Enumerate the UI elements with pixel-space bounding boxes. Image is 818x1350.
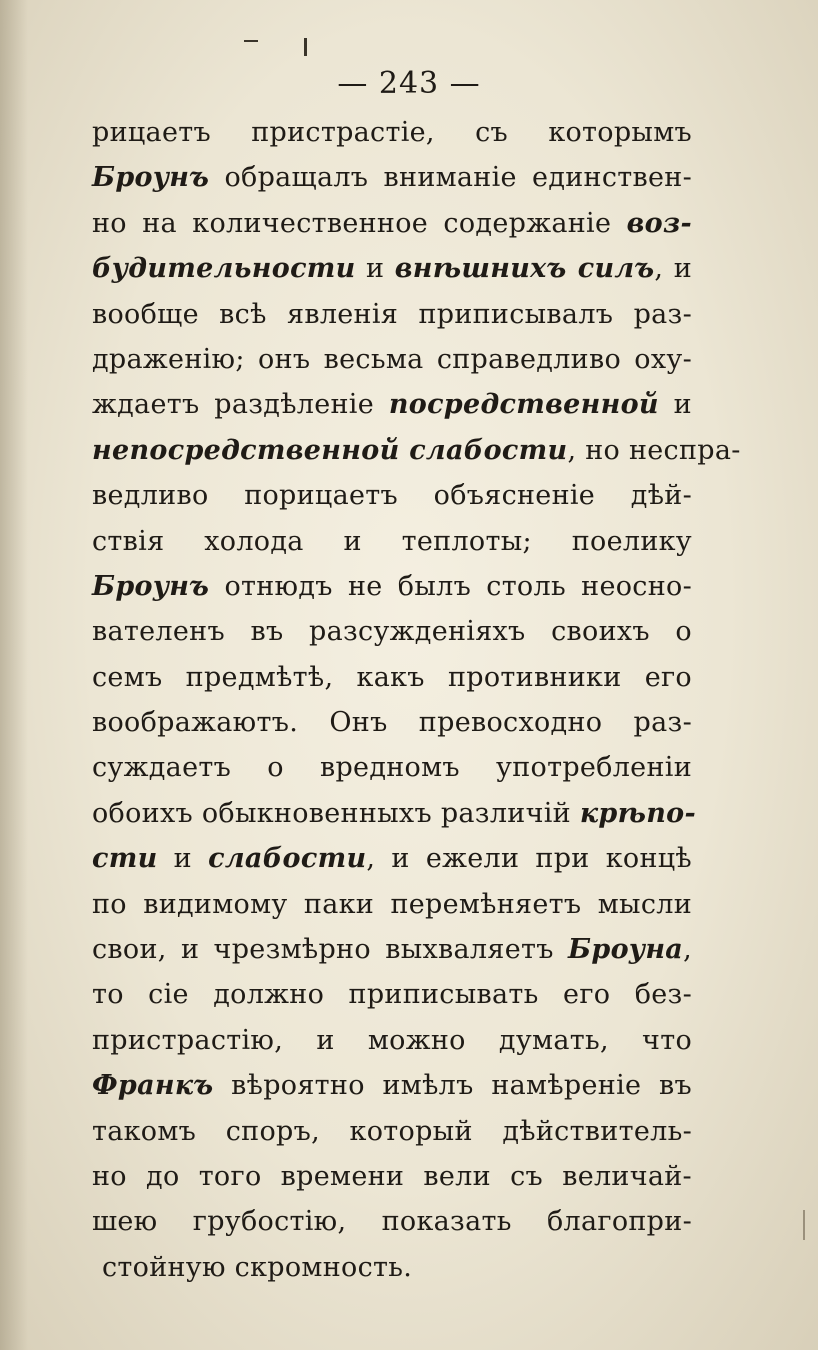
text-segment: суждаетъ о вредномъ употребленіи xyxy=(92,752,692,784)
text-segment: , и ежели при концѣ xyxy=(366,843,692,875)
text-segment: то сіе должно приписывать его без- xyxy=(92,979,692,1011)
text-line xyxy=(92,745,692,790)
italic-text-segment: будительности xyxy=(92,253,356,285)
text-segment: вателенъ въ разсужденіяхъ своихъ о xyxy=(92,616,692,648)
text-segment: рицаетъ пристрастіе, съ которымъ xyxy=(92,117,692,148)
text-segment: свои, и чрезмѣрно выхваляетъ xyxy=(92,934,569,966)
text-line xyxy=(92,836,692,881)
text-segment: и xyxy=(157,843,209,875)
text-segment: ствія холода и теплоты; поелику xyxy=(92,525,692,557)
text-line xyxy=(92,791,696,836)
text-segment: обоихъ обыкновенныхъ различій xyxy=(92,797,580,829)
text-line xyxy=(92,292,692,337)
italic-text-segment: Франкъ xyxy=(92,1070,214,1102)
text-segment: стойную скромность. xyxy=(102,1251,413,1283)
text-line xyxy=(92,700,692,745)
italic-text-segment: Броуна xyxy=(568,934,684,966)
italic-text-segment: посредственной xyxy=(388,389,659,421)
italic-text-segment: Броунъ xyxy=(92,570,210,602)
text-line xyxy=(92,428,741,473)
text-line xyxy=(92,1199,692,1244)
italic-text-segment: внѣшнихъ силъ xyxy=(394,253,655,285)
ink-mark xyxy=(803,1210,805,1240)
text-segment: семъ предмѣтѣ, какъ противники его xyxy=(92,661,692,693)
text-segment: шею грубостію, показать благопри- xyxy=(92,1206,692,1238)
text-segment: ведливо порицаетъ объясненіе дѣй- xyxy=(92,480,692,512)
text-line xyxy=(92,1018,692,1063)
text-line xyxy=(92,609,692,654)
text-line xyxy=(92,382,692,427)
text-segment: драженію; онъ весьма справедливо оху- xyxy=(92,343,692,375)
italic-text-segment: сти xyxy=(92,843,158,875)
text-line xyxy=(92,972,692,1017)
text-segment: пристрастію, и можно думать, что xyxy=(92,1024,692,1056)
italic-text-segment: крѣпо- xyxy=(579,797,696,829)
text-line xyxy=(92,655,692,700)
text-segment: ждаетъ раздѣленіе xyxy=(92,389,389,421)
ink-mark xyxy=(304,38,307,56)
text-segment: , но неспра- xyxy=(567,434,741,466)
text-segment: вообще всѣ явленія приписывалъ раз- xyxy=(92,298,692,330)
text-segment: обращалъ вниманіе единствен- xyxy=(209,162,692,194)
page-edge-shadow xyxy=(0,0,28,1350)
italic-text-segment: Броунъ xyxy=(92,162,210,194)
italic-text-segment: слабости xyxy=(208,843,367,875)
text-line xyxy=(92,473,692,518)
text-line xyxy=(92,155,692,200)
text-line xyxy=(92,1154,692,1199)
text-segment: воображаютъ. Онъ превосходно раз- xyxy=(92,707,692,739)
page-number: — 243 — xyxy=(337,66,481,101)
italic-text-segment: непосредственной слабости xyxy=(92,434,568,466)
text-line xyxy=(92,882,692,927)
text-segment: и xyxy=(355,253,395,285)
text-segment: по видимому паки перемѣняетъ мысли xyxy=(92,888,692,920)
text-line xyxy=(92,927,692,972)
text-segment: , xyxy=(683,934,692,966)
ink-mark xyxy=(244,40,258,42)
text-line xyxy=(92,1109,692,1154)
text-segment: и xyxy=(658,389,692,421)
text-segment: но на количественное содержаніе xyxy=(92,207,627,239)
text-segment: такомъ споръ, который дѣйствитель- xyxy=(92,1115,692,1147)
text-segment: вѣроятно имѣлъ намѣреніе въ xyxy=(213,1070,692,1102)
text-line xyxy=(92,337,692,382)
text-line xyxy=(92,110,692,155)
text-segment: , и xyxy=(654,253,692,285)
text-line xyxy=(92,519,692,564)
text-line xyxy=(92,246,692,291)
text-line xyxy=(92,1063,692,1108)
text-line xyxy=(92,1245,692,1290)
body-text xyxy=(92,110,741,1290)
text-segment: но до того времени вели съ величай- xyxy=(92,1160,692,1192)
text-line xyxy=(92,564,692,609)
text-line xyxy=(92,201,692,246)
italic-text-segment: воз- xyxy=(626,207,692,239)
text-segment: отнюдъ не былъ столь неосно- xyxy=(209,570,692,602)
